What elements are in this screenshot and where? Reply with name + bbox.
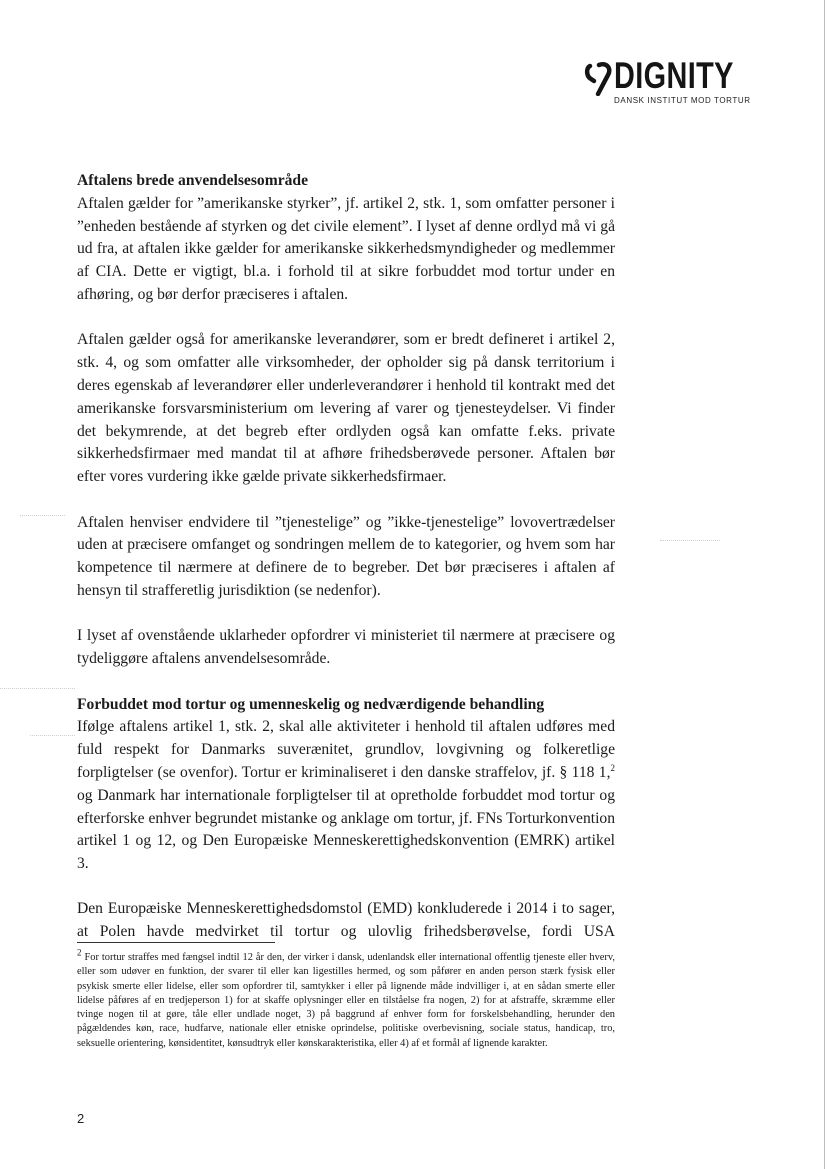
footnote-text: For tortur straffes med fængsel indtil 12 år den, der virker i dansk, udenlandsk eller international offentlig tjeneste eller hverv, eller som udøver en funktion, der svarer til eller kan ligestilles hermed, og som påfører en anden person stærk fysisk eller psykisk smerte eller lidelse, eller som opfordrer til, samtykker i eller på lignende måde indvilliger i, at en sådan smerte eller lidelse påføres af en tredjeperson 1) for at skaffe oplysninger eller en tilståelse fra nogen, 2) for at afstraffe, skræmme eller tvinge nogen til at gøre, tåle eller undlade noget, 3) på baggrund af enhver form for forskelsbehandling, herunder den pågældendes køn, race, hudfarve, nationale eller etniske oprindelse, politiske overbevisning, sociale status, handicap, tro, seksuelle orientering, kønsidentitet, kønsudtryk eller kønskarakteristika, eller 4) af et formål af lignende karakter. [77, 952, 615, 1049]
section-heading-torture-ban: Forbuddet mod tortur og umenneskelig og nedværdigende behandling [77, 695, 545, 713]
footnote [77, 947, 615, 1051]
footnote-reference[interactable]: 2 [610, 762, 615, 773]
page-number: 2 [77, 1111, 85, 1126]
paragraph: Aftalen gælder også for amerikanske leverandører, som er bredt defineret i artikel 2, stk. 4, og som omfatter alle virksomheder, der opholder sig på dansk territorium i deres egenskab af leverandører eller underleverandører i henhold til kontrakt med det amerikanske forsvarsministerium om levering af varer og tjenesteydelser. Vi finder det bekymrende, at det begreb efter ordlyden også kan omfatte f.eks. private sikkerhedsfirmaer med mandat til at afhøre frihedsberøvede personer. Aftalen bør efter vores vurdering ikke gælde private sikkerhedsfirmaer. [77, 331, 615, 486]
scan-artifact [0, 688, 75, 689]
paragraph: Aftalen henviser endvidere til ”tjenestelige” og ”ikke-tjenestelige” lovovertrædelser uden at præcisere omfanget og sondringen mellem de to kategorier, og hvem som har kompetence til nærmere at definere de to begreber. Det bør præciseres i aftalen af hensyn til strafferetlig jurisdiktion (se nedenfor). [77, 513, 615, 599]
paragraph: Aftalen gælder for ”amerikanske styrker”, jf. artikel 2, stk. 1, som omfatter personer i ”enheden bestående af styrken og det civile element”. I lyset af denne ordlyd må vi gå ud fra, at aftalen ikke gælder for amerikanske sikkerhedsmyndigheder og medlemmer af CIA. Dette er vigtigt, bl.a. i forhold til at sikre forbuddet mod tortur under en afhøring, og bør derfor præciseres i aftalen. [77, 194, 615, 303]
logo-subtitle: DANSK INSTITUT MOD TORTUR [614, 96, 751, 105]
logo-wordmark: DIGNITY [614, 55, 734, 96]
footnote-divider [77, 942, 275, 943]
page-edge [824, 0, 825, 1169]
footnote-marker: 2 [77, 947, 82, 958]
document-body [77, 170, 615, 944]
scan-artifact [660, 540, 720, 541]
section-heading-scope: Aftalens brede anvendelsesområde [77, 172, 309, 189]
paragraph-text: og Danmark har internationale forpligtelser til at opretholde forbuddet mod tortur og efterforske enhver begrundet mistanke og anklage om tortur, jf. FNs Torturkonvention artikel 1 og 12, og Den Europæiske Menneskerettighedskonvention (EMRK) artikel 3. [77, 786, 615, 873]
dignity-logo [584, 56, 784, 116]
paragraph [77, 716, 615, 876]
scan-artifact [30, 735, 75, 736]
paragraph-text: Ifølge aftalens artikel 1, stk. 2, skal alle aktiviteter i henhold til aftalen udføres med fuld respekt for Danmarks suverænitet, grundlov, lovgivning og folkeretlige forpligtelser (se ovenfor). Tortur er kriminaliseret i den danske straffelov, jf. § 118 1, [77, 718, 615, 781]
paragraph: Den Europæiske Menneskerettighedsdomstol (EMD) konkluderede i 2014 i to sager, at Polen havde medvirket til tortur og ulovlig frihedsberøvelse, fordi USA [77, 900, 615, 941]
dignity-heart-icon [584, 60, 614, 96]
scan-artifact [20, 515, 65, 516]
paragraph: I lyset af ovenstående uklarheder opfordrer vi ministeriet til nærmere at præcisere og tydeliggøre aftalens anvendelsesområde. [77, 627, 615, 668]
